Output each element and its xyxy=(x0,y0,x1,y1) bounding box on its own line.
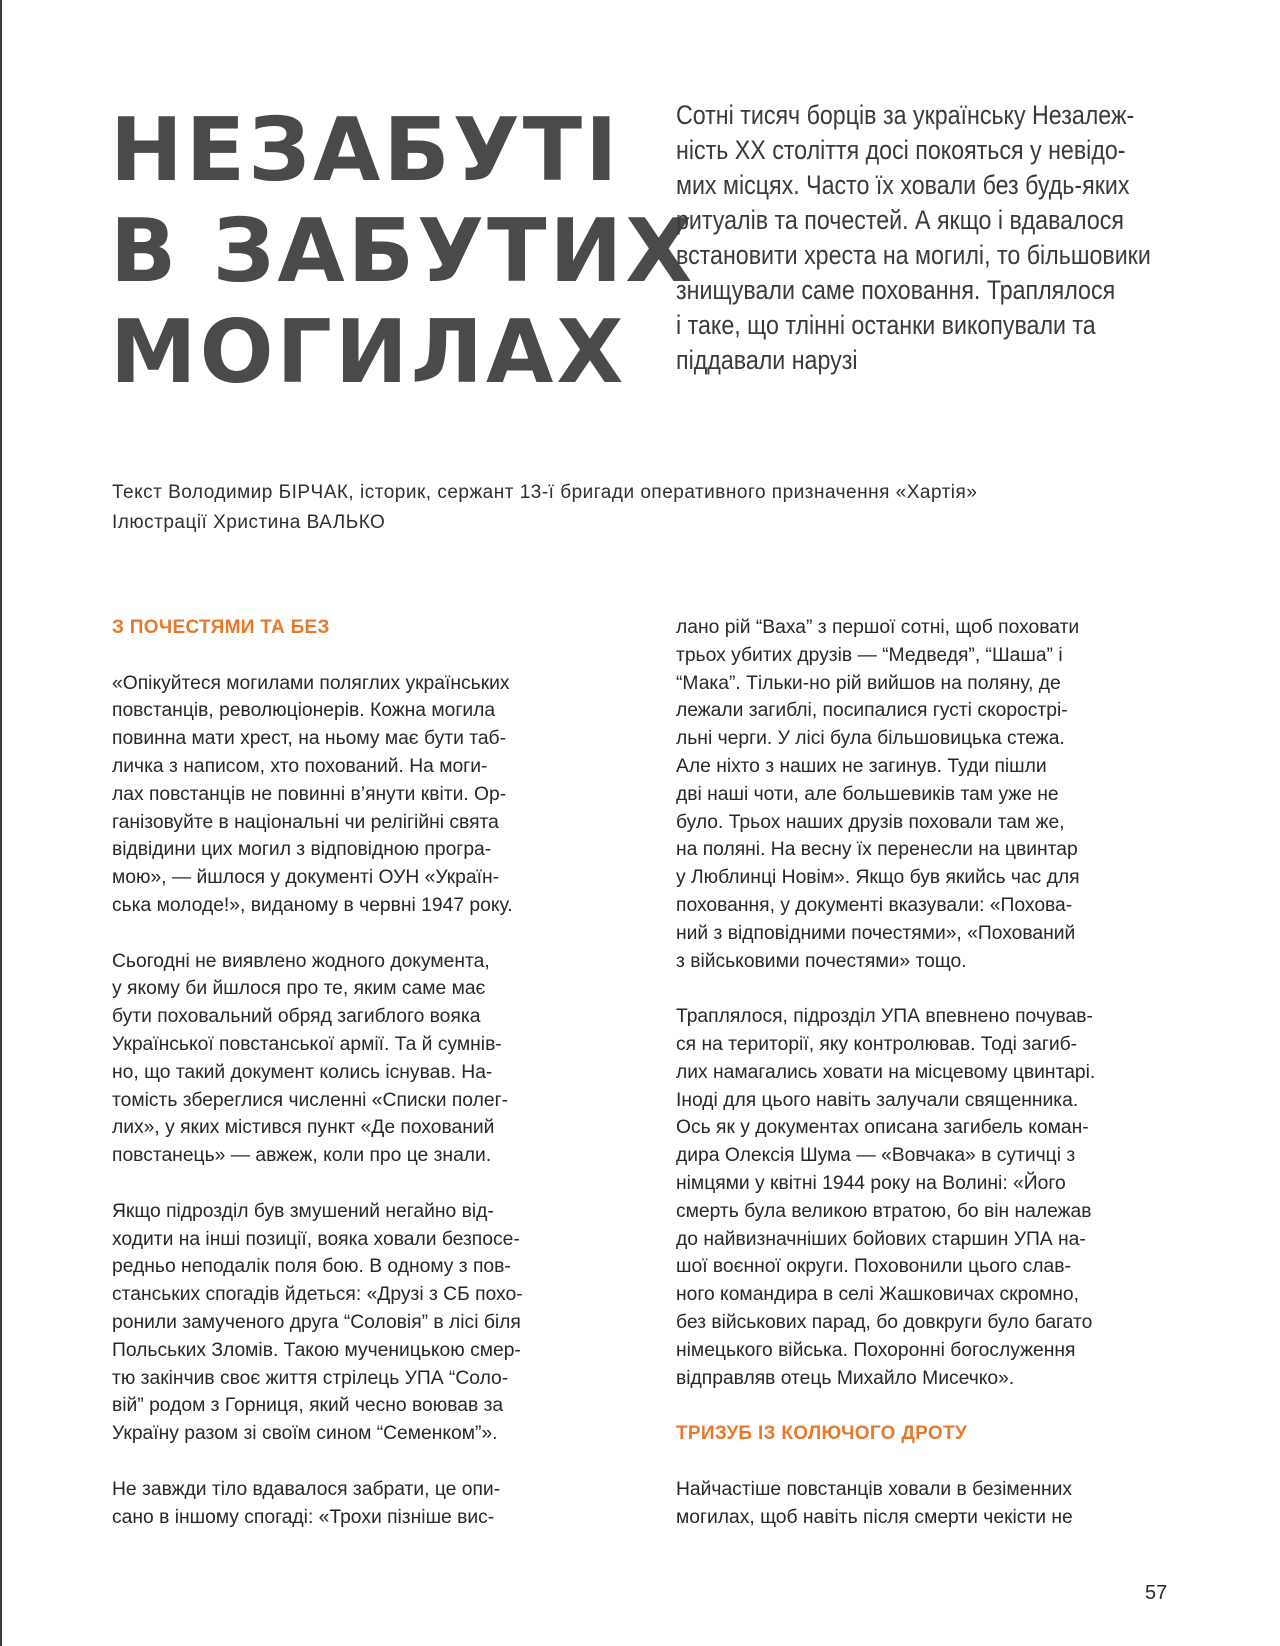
body-line: но, що такий документ колись існував. На- xyxy=(112,1061,493,1083)
title-line: МОГИЛАХ xyxy=(110,301,627,403)
body-line: відвідини цих могил з відповідною програ- xyxy=(112,839,492,861)
body-line: редньо неподалік поля бою. В одному з пов- xyxy=(112,1256,511,1278)
body-line: ходити на інші позиції, вояка ховали безпосе- xyxy=(112,1228,520,1250)
body-line: сано в іншому спогаді: «Трохи пізніше вис- xyxy=(112,1506,495,1528)
illustrator-credit: Ілюстрації Христина ВАЛЬКО xyxy=(112,512,386,533)
body-line: ного командира в селі Жашковичах скромно, xyxy=(676,1284,1079,1306)
article-title xyxy=(110,99,696,403)
body-line: лах повстанців не повинні в’янути квіти. Ор- xyxy=(112,783,507,805)
body-line: Сьогодні не виявлено жодного документа, xyxy=(112,950,490,972)
lead-line: Сотні тисяч борців за українську Незалеж- xyxy=(676,100,1135,130)
body-line: могилах, щоб навіть після смерти чекісти не xyxy=(676,1506,1073,1528)
lead-line: ритуалів та почестей. А якщо і вдавалося xyxy=(676,205,1124,235)
body-line: вій” родом з Горниця, який чесно воював за xyxy=(112,1395,504,1417)
body-line: шої воєнної округи. Поховонили цього слав- xyxy=(676,1256,1071,1278)
body-line: мою», — йшлося у документі ОУН «Україн- xyxy=(112,867,500,889)
page-number: 57 xyxy=(1145,1582,1168,1604)
body-line: Траплялося, підрозділ УПА впевнено почував- xyxy=(676,1006,1093,1028)
body-line: ся на території, яку контролював. Тоді загиб- xyxy=(676,1033,1078,1055)
body-line: Але ніхто з наших не загинув. Туди пішли xyxy=(676,755,1047,777)
left-column xyxy=(112,614,582,1531)
body-line: Найчастіше повстанців ховали в безіменних xyxy=(676,1478,1073,1500)
body-line: Іноді для цього навіть залучали священника. xyxy=(676,1089,1079,1111)
body-line: Української повстанської армії. Та й сумнів- xyxy=(112,1033,502,1055)
body-line: ганізовуйте в національні чи релігійні свята xyxy=(112,811,499,833)
body-line: лих», у яких містився пункт «Де похований xyxy=(112,1117,495,1139)
body-line: «Опікуйтеся могилами поляглих українських xyxy=(112,672,510,694)
body-line: з військовими почестями» тощо. xyxy=(676,950,967,972)
title-line: В ЗАБУТИХ xyxy=(110,200,696,302)
body-line: у Люблинці Новім». Якщо був якийсь час для xyxy=(676,867,1080,889)
body-line: відправляв отець Михайло Мисечко». xyxy=(676,1367,1015,1389)
body-line: томість збереглися численні «Списки полег- xyxy=(112,1089,509,1111)
body-line: німецького війська. Похоронні богослуження xyxy=(676,1339,1076,1361)
lead-line: встановити хреста на могилі, то більшовики xyxy=(676,240,1151,270)
article-credits xyxy=(112,478,1172,538)
right-column xyxy=(676,614,1146,1531)
lead-line: ність XX століття досі покояться у невідо- xyxy=(676,135,1126,165)
body-line: у якому би йшлося про те, яким саме має xyxy=(112,978,486,1000)
body-line: Польських Зломів. Такою мученицькою смер- xyxy=(112,1339,521,1361)
body-line: лано рій “Ваха” з першої сотні, щоб поховати xyxy=(676,617,1080,638)
body-line: бути поховальний обряд загиблого вояка xyxy=(112,1006,481,1028)
body-line: Ось як у документах описана загибель коман- xyxy=(676,1117,1089,1139)
body-line: личка з написом, хто похований. На моги- xyxy=(112,755,488,777)
body-line: повстанець» — авжеж, коли про це знали. xyxy=(112,1145,492,1167)
body-line: поховання, у документі вказували: «Похова- xyxy=(676,894,1073,916)
body-line: Україну разом зі своїм сином “Семенком”». xyxy=(112,1423,498,1445)
body-line: ний з відповідними почестями», «Похований xyxy=(676,922,1076,944)
body-line: без військових парад, бо довкруги було багато xyxy=(676,1311,1093,1333)
body-line: дира Олексія Шума — «Вовчака» в сутичці з xyxy=(676,1145,1076,1167)
section-heading: ТРИЗУБ ІЗ КОЛЮЧОГО ДРОТУ xyxy=(676,1423,967,1445)
article-lead xyxy=(676,98,1151,378)
body-line: на поляні. На весну їх перенесли на цвинтар xyxy=(676,839,1078,861)
body-line: лих намагались ховати на місцевому цвинтарі. xyxy=(676,1061,1096,1083)
body-line: ська молоде!», виданому в червні 1947 року. xyxy=(112,894,513,916)
body-line: трьох убитих друзів — “Медведя”, “Шаша” і xyxy=(676,644,1063,666)
body-line: було. Трьох наших друзів поховали там же, xyxy=(676,811,1065,833)
lead-line: знищували саме поховання. Траплялося xyxy=(676,275,1116,305)
lead-line: і таке, що тлінні останки викопували та xyxy=(676,310,1096,340)
body-line: Якщо підрозділ був змушений негайно від- xyxy=(112,1200,494,1222)
body-line: дві наші чоти, але большевиків там уже не xyxy=(676,783,1059,805)
body-line: льні черги. У лісі була більшовицька стежа. xyxy=(676,728,1065,750)
body-line: лежали загиблі, посипалися густі скорострі- xyxy=(676,700,1068,722)
body-line: німцями у квітні 1944 року на Волині: «Його xyxy=(676,1172,1066,1194)
body-line: станських спогадів йдеться: «Друзі з СБ похо- xyxy=(112,1284,523,1306)
section-heading: З ПОЧЕСТЯМИ ТА БЕЗ xyxy=(112,617,330,638)
body-line: смерть була великою втратою, бо він належав xyxy=(676,1200,1092,1222)
lead-line: піддавали нарузі xyxy=(676,345,858,375)
body-line: повстанців, революціонерів. Кожна могила xyxy=(112,700,496,722)
lead-line: мих місцях. Часто їх ховали без будь-яких xyxy=(676,170,1130,200)
body-line: тю закінчив своє життя стрілець УПА “Соло- xyxy=(112,1367,509,1389)
body-line: ронили замученого друга “Соловія” в лісі біля xyxy=(112,1311,521,1333)
body-line: до найвизначніших бойових старшин УПА на- xyxy=(676,1228,1086,1250)
title-line: НЕЗАБУТІ xyxy=(110,99,621,201)
body-line: “Мака”. Тільки-но рій вийшов на поляну, де xyxy=(676,672,1061,694)
page-edge-rule xyxy=(0,0,2,1646)
author-credit: Текст Володимир БІРЧАК, історик, сержант 13-ї бригади оперативного призначення «Хартія» xyxy=(112,482,978,503)
body-line: повинна мати хрест, на ньому має бути таб- xyxy=(112,728,507,750)
body-line: Не завжди тіло вдавалося забрати, це опи- xyxy=(112,1478,501,1500)
